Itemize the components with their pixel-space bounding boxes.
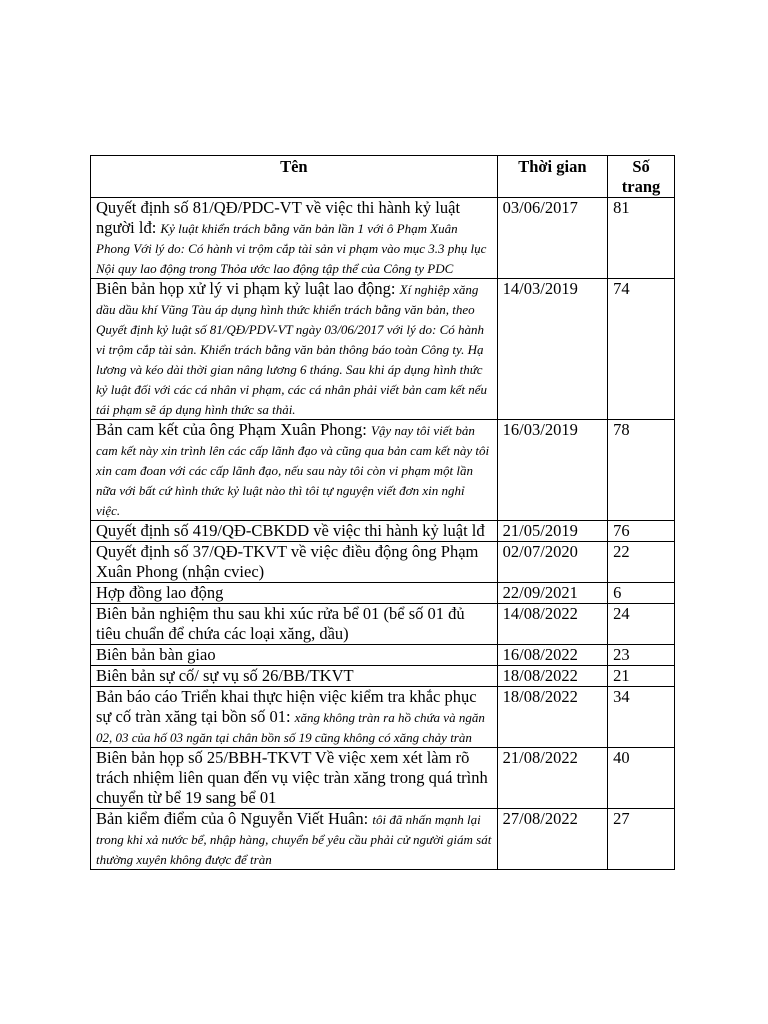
row-note: Xí nghiệp xăng dầu dầu khí Vũng Tàu áp dụng hình thức khiển trách bằng văn bản, theo Quyết định kỷ luật số 81/QĐ/PDV-VT ngày 03/06/2017 với lý do: Có hành vi trộm cắp tài sản. Khiển trách bằng văn bản thông báo toàn Công ty. Hạ lương và kéo dài thời gian nâng lương 6 tháng. Sau khi áp dụng hình thức kỷ luật đối với các cá nhân vi phạm, các cá nhân phải viết bản cam kết nếu tái phạm sẽ áp dụng hình thức sa thải. <box>96 282 488 417</box>
table-row <box>91 279 675 420</box>
row-pages: 23 <box>608 645 675 666</box>
row-date: 18/08/2022 <box>497 666 607 687</box>
row-date: 14/08/2022 <box>497 604 607 645</box>
row-date: 02/07/2020 <box>497 542 607 583</box>
row-name-cell <box>91 279 498 420</box>
row-pages: 76 <box>608 521 675 542</box>
table-header-row <box>91 156 675 198</box>
row-date: 18/08/2022 <box>497 687 607 748</box>
row-title: Biên bản bàn giao <box>96 645 216 664</box>
table-row <box>91 583 675 604</box>
header-name: Tên <box>91 156 498 198</box>
row-name-cell <box>91 809 498 870</box>
row-pages: 24 <box>608 604 675 645</box>
row-note: tôi đã nhấn mạnh lại trong khi xả nước bể, nhập hàng, chuyển bể yêu cầu phải cử người giám sát thường xuyên không được để tràn <box>96 812 492 867</box>
row-pages: 21 <box>608 666 675 687</box>
table-row <box>91 420 675 521</box>
row-name-cell <box>91 748 498 809</box>
row-name-cell <box>91 521 498 542</box>
row-date: 21/08/2022 <box>497 748 607 809</box>
row-name-cell <box>91 583 498 604</box>
row-pages: 78 <box>608 420 675 521</box>
row-name-cell <box>91 198 498 279</box>
row-date: 16/08/2022 <box>497 645 607 666</box>
row-note: xăng không tràn ra hồ chứa và ngăn 02, 03 của hố 03 ngăn tại chân bồn số 19 cũng không có xăng chảy tràn <box>96 710 485 745</box>
row-pages: 74 <box>608 279 675 420</box>
row-title: Biên bản nghiệm thu sau khi xúc rửa bể 01 (bể số 01 đủ tiêu chuẩn để chứa các loại xăng, dầu) <box>96 604 465 643</box>
header-pages: Số trang <box>608 156 675 198</box>
table-row <box>91 542 675 583</box>
row-title: Bản cam kết của ông Phạm Xuân Phong: <box>96 420 367 439</box>
table-row <box>91 198 675 279</box>
row-date: 21/05/2019 <box>497 521 607 542</box>
row-pages: 40 <box>608 748 675 809</box>
row-title: Quyết định số 37/QĐ-TKVT về việc điều động ông Phạm Xuân Phong (nhận cviec) <box>96 542 479 581</box>
table-row <box>91 687 675 748</box>
row-pages: 22 <box>608 542 675 583</box>
table-row <box>91 666 675 687</box>
table-row <box>91 645 675 666</box>
row-pages: 34 <box>608 687 675 748</box>
row-pages: 27 <box>608 809 675 870</box>
table-row <box>91 809 675 870</box>
row-pages: 81 <box>608 198 675 279</box>
row-title: Bản báo cáo Triển khai thực hiện việc kiểm tra khắc phục sự cố tràn xăng tại bồn số 01: <box>96 687 477 726</box>
row-pages: 6 <box>608 583 675 604</box>
row-name-cell <box>91 687 498 748</box>
row-name-cell <box>91 420 498 521</box>
row-name-cell <box>91 666 498 687</box>
row-date: 27/08/2022 <box>497 809 607 870</box>
row-date: 14/03/2019 <box>497 279 607 420</box>
row-name-cell <box>91 542 498 583</box>
row-date: 16/03/2019 <box>497 420 607 521</box>
row-name-cell <box>91 604 498 645</box>
row-note: Kỷ luật khiển trách bằng văn bản lần 1 với ô Phạm Xuân Phong Với lý do: Có hành vi trộm cắp tài sản vi phạm vào mục 3.3 phụ lục Nội quy lao động trong Thỏa ước lao động tập thể của Công ty PDC <box>96 221 487 276</box>
records-table <box>90 155 675 870</box>
row-title: Biên bản họp xử lý vi phạm kỷ luật lao động: <box>96 279 396 298</box>
header-date: Thời gian <box>497 156 607 198</box>
row-note: Vậy nay tôi viết bản cam kết này xin trình lên các cấp lãnh đạo và cũng qua bản cam kết này tôi xin cam đoan với các cấp lãnh đạo, nếu sau này tôi còn vi phạm một lần nữa với bất cứ hình thức kỷ luật nào thì tôi tự nguyện viết đơn xin nghỉ việc. <box>96 423 490 518</box>
row-date: 22/09/2021 <box>497 583 607 604</box>
row-title: Quyết định số 419/QĐ-CBKDD về việc thi hành kỷ luật lđ <box>96 521 485 540</box>
row-title: Biên bản sự cố/ sự vụ số 26/BB/TKVT <box>96 666 354 685</box>
row-title: Quyết định số 81/QĐ/PDC-VT về việc thi hành kỷ luật người lđ: <box>96 198 461 237</box>
table-row <box>91 748 675 809</box>
row-title: Biên bản họp số 25/BBH-TKVT Về việc xem xét làm rõ trách nhiệm liên quan đến vụ việc tràn xăng trong quá trình chuyển từ bể 19 sang bể 01 <box>96 748 488 807</box>
row-title: Bản kiểm điểm của ô Nguyễn Viết Huân: <box>96 809 369 828</box>
table-row <box>91 604 675 645</box>
row-date: 03/06/2017 <box>497 198 607 279</box>
row-name-cell <box>91 645 498 666</box>
table-row <box>91 521 675 542</box>
row-title: Hợp đồng lao động <box>96 583 224 602</box>
